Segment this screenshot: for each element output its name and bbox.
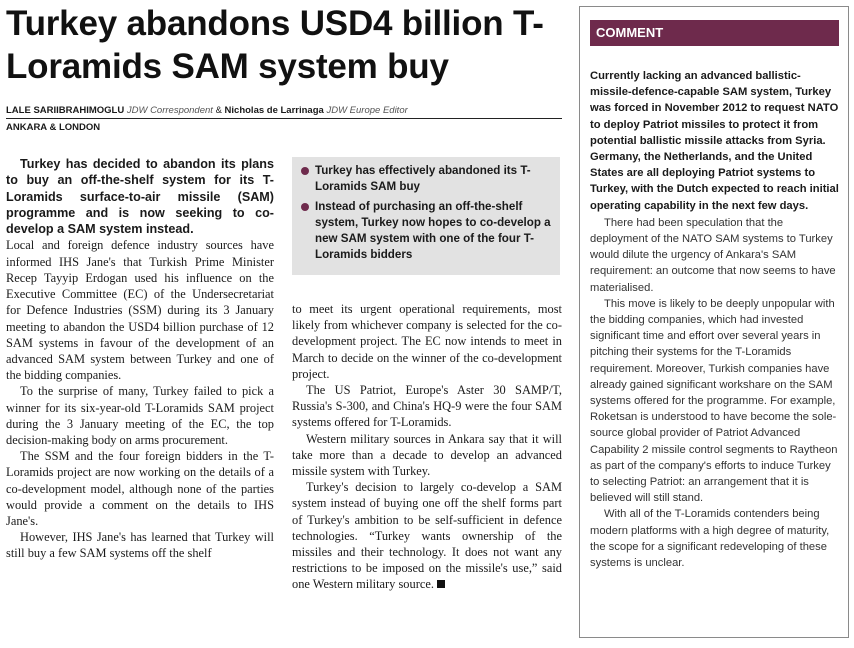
author-2-name: Nicholas de Larrinaga	[224, 105, 324, 116]
article-lead: Turkey has decided to abandon its plans to buy an off-the-shelf system for its T-Loramids surface-to-air missile (SAM) programme and is now seeking to co-develop a SAM system instead.	[6, 157, 274, 237]
author-1-role: JDW Correspondent	[126, 105, 213, 116]
headline: Turkey abandons USD4 billion T-Loramids SAM system buy	[6, 4, 544, 86]
comment-sidebar	[579, 6, 849, 638]
key-point-text: Turkey has effectively abandoned its T-Loramids SAM buy	[315, 164, 531, 193]
bullet-dot-icon	[301, 203, 309, 211]
bullet-dot-icon	[301, 167, 309, 175]
comment-body	[590, 68, 839, 571]
comment-heading: COMMENT	[590, 20, 839, 46]
byline	[6, 104, 562, 119]
key-point-item	[300, 199, 552, 263]
comment-paragraph: There had been speculation that the deployment of the NATO SAM systems to Turkey would dilute the urgency of Ankara's SAM requirement: an outcome that now seems to have materialised.	[590, 216, 836, 294]
article-paragraph: The SSM and the four foreign bidders in the T-Loramids project are now working on the details of a co-development model, although none of the parties would provide a comment on the details to IHS Jane's.	[6, 449, 274, 528]
article-paragraph: Western military sources in Ankara say that it will take more than a decade to develop an advanced missile system with Turkey.	[292, 431, 562, 479]
dateline: ANKARA & LONDON	[6, 122, 101, 133]
key-point-text: Instead of purchasing an off-the-shelf system, Turkey now hopes to co-develop a new SAM system with one of the four T-Loramids bidders	[315, 200, 551, 261]
article-paragraph: Local and foreign defence industry sources have informed IHS Jane's that Turkish Prime Minister Recep Tayyip Erdogan used his influence on the Executive Committee (EC) of the Undersecretariat for Defence Industries (SSM) during its 3 January meeting to abandon the USD4 billion purchase of 12 SAM systems in favour of the development of an advanced SAM system between Turkey and one of the bidding companies.	[6, 238, 274, 383]
key-points-box	[292, 157, 560, 275]
article-paragraph-text: Turkey's decision to largely co-develop a SAM system instead of buying one off the shelf forms part of Turkey's ambition to be self-sufficient in defence technologies. “Turkey wants ownership of the missiles and their technology. It does not want any restrictions to be imposed on the missile's use,” said one Western military source.	[292, 480, 562, 592]
article-paragraph: However, IHS Jane's has learned that Turkey will still buy a few SAM systems off the shelf	[6, 530, 274, 561]
author-2-role: JDW Europe Editor	[326, 105, 408, 116]
article-paragraph-final	[292, 479, 562, 592]
author-1-name: LALE SARIIBRAHIMOGLU	[6, 105, 125, 116]
byline-ampersand: &	[215, 105, 222, 116]
end-mark-icon	[437, 580, 445, 588]
comment-lead: Currently lacking an advanced ballistic-missile-defence-capable SAM system, Turkey was forced in November 2012 to request NATO to deploy Patriot missiles to protect it from potential ballistic missile attacks from Syria. Germany, the Netherlands, and the United States are all deploying Patriot systems to Turkey, with the Dutch expected to reach initial operating capability in the next few days.	[590, 70, 839, 212]
article-column-1	[6, 156, 274, 562]
comment-paragraph: With all of the T-Loramids contenders being modern platforms with a high degree of maturity, the scope for a significant redeveloping of these systems is unclear.	[590, 508, 830, 570]
article-paragraph: The US Patriot, Europe's Aster 30 SAMP/T, Russia's S-300, and China's HQ-9 were the four SAM systems offered for T-Loramids.	[292, 383, 562, 430]
comment-paragraph: This move is likely to be deeply unpopular with the bidding companies, which had invested significant time and effort over several years in pitching their systems for the T-Loramids requirement. Moreover, Turkish companies have already gained significant workshare on the SAM systems offered for the programme. For example, Roketsan is understood to have become the sole-source global provider of Patriot Advanced Capability 2 missile control segments to Raytheon as part of the company's efforts to induce Turkey to selecting Patriot: an arrangement that it is believed will still stand.	[590, 297, 838, 505]
key-point-item	[300, 163, 552, 195]
key-points-list	[300, 163, 552, 263]
article-column-2	[292, 301, 562, 593]
article-paragraph: to meet its urgent operational requirements, most likely from whichever company is selected for the co-development project. The EC now intends to meet in March to decide on the winner of the co-development project.	[292, 302, 562, 381]
article-paragraph: To the surprise of many, Turkey failed to pick a winner for its six-year-old T-Loramids SAM project during the 3 January meeting of the EC, the top decision-making body on arms procurement.	[6, 384, 274, 447]
